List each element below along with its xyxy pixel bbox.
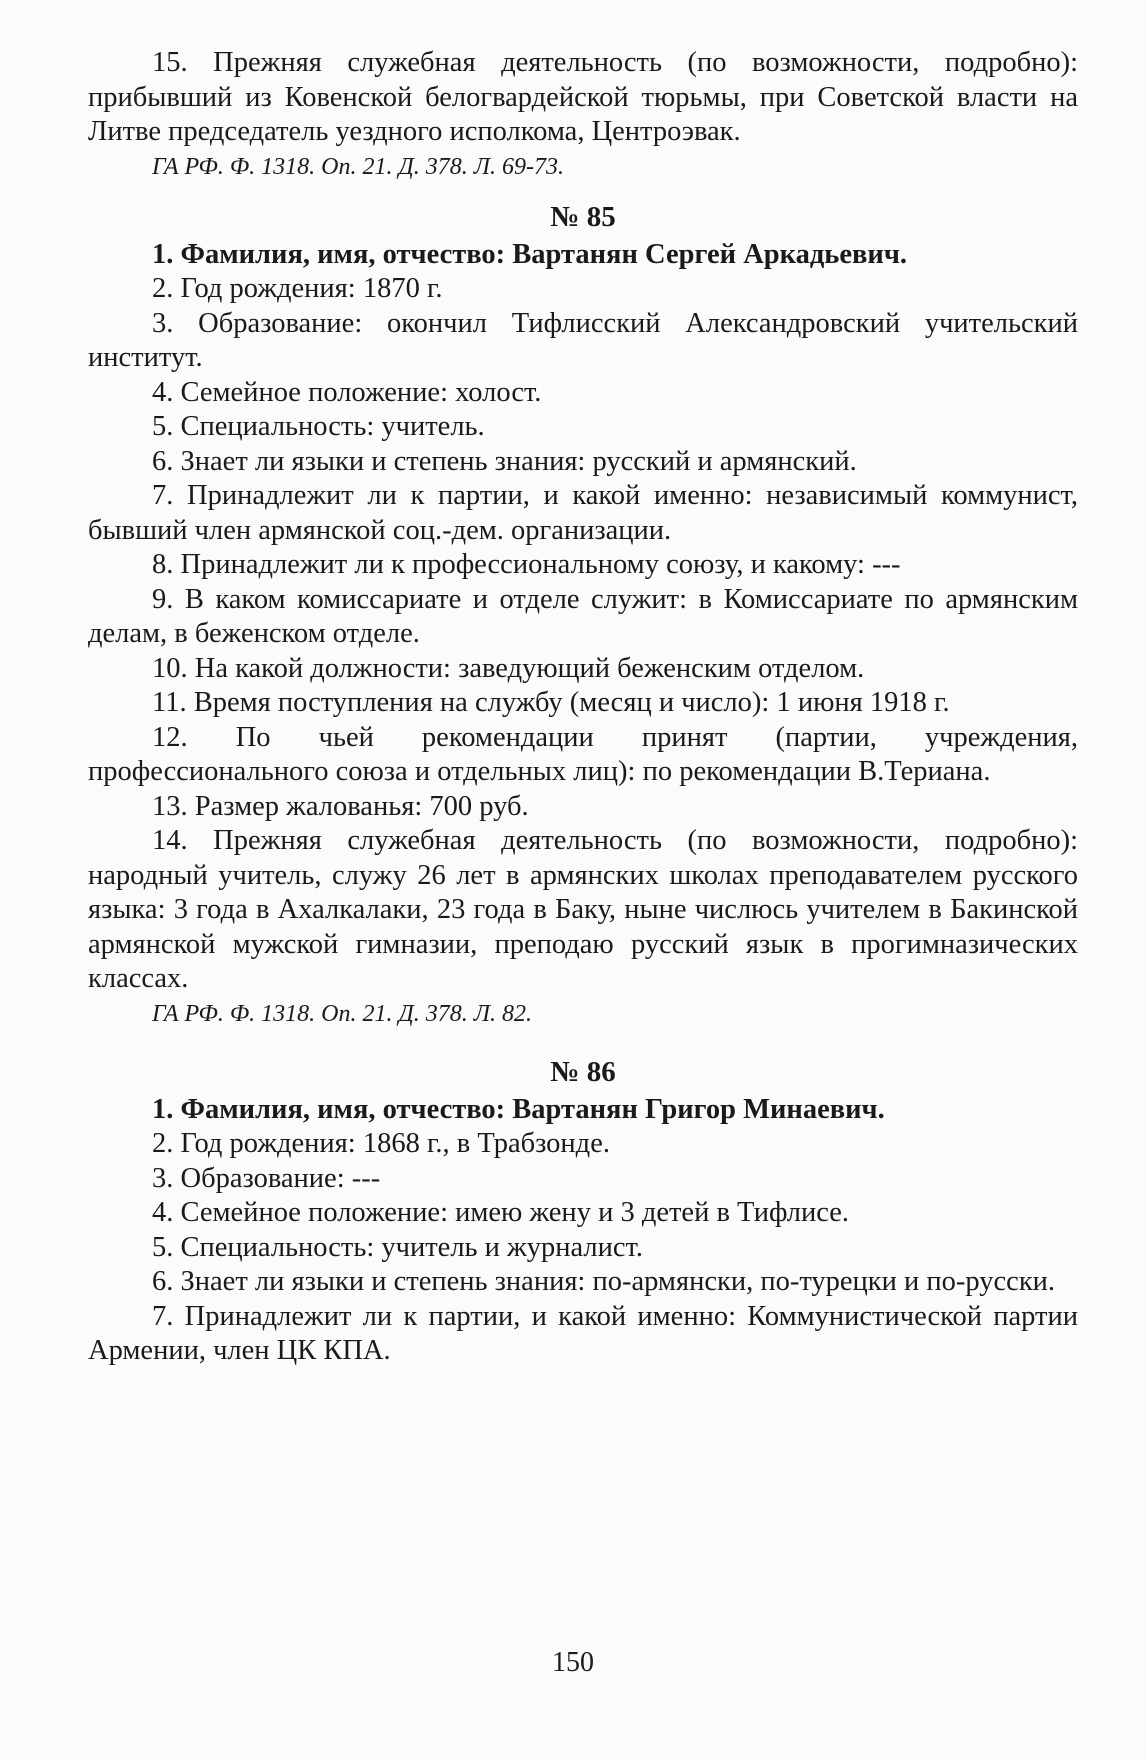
record-86-item-7: 7. Принадлежит ли к партии, и какой именно: Коммунистической партии Армении, член ЦК КПА. (88, 1300, 1078, 1366)
record-85-item-2: 2. Год рождения: 1870 г. (152, 273, 443, 304)
record-85-item-5: 5. Специальность: учитель. (152, 411, 485, 442)
record-85-item-4: 4. Семейное положение: холост. (152, 376, 542, 408)
record-85-item-10: 10. На какой должности: заведующий беженским отделом. (152, 652, 865, 684)
record-86-full-name: 1. Фамилия, имя, отчество: Вартанян Григор Минаевич. (152, 1093, 885, 1125)
record-85-number: № 85 (550, 200, 616, 233)
record-85-item-13: 13. Размер жалованья: 700 руб. (152, 790, 529, 822)
record-85-item-6: 6. Знает ли языки и степень знания: русский и армянский. (152, 445, 857, 477)
record-86-item-2: 2. Год рождения: 1868 г., в Трабзонде. (152, 1128, 610, 1159)
item-15-previous-activity: 15. Прежняя служебная деятельность (по возможности, подробно): прибывший из Ковенской белогвардейской тюрьмы, при Советской власти на Литве председатель уездного исполкома, Центроэвак. (88, 47, 1078, 147)
record-85-archive-source: ГА РФ. Ф. 1318. Оп. 21. Д. 378. Л. 82. (152, 1000, 532, 1027)
record-85-item-12: 12. По чьей рекомендации принят (партии, учреждения, профессионального союза и отдельных лиц): по рекомендации В.Териана. (88, 721, 1078, 787)
record-85-item-9: 9. В каком комиссариате и отделе служит: в Комиссариате по армянским делам, в беженском отделе. (88, 583, 1078, 649)
archive-source-reference: ГА РФ. Ф. 1318. Оп. 21. Д. 378. Л. 69-73. (152, 153, 564, 180)
record-85-item-3: 3. Образование: окончил Тифлисский Александровский учительский институт. (88, 307, 1078, 373)
record-86-item-5: 5. Специальность: учитель и журналист. (152, 1231, 643, 1263)
record-86-item-4: 4. Семейное положение: имею жену и 3 детей в Тифлисе. (152, 1197, 849, 1228)
record-86-item-3: 3. Образование: --- (152, 1162, 381, 1194)
record-86-item-6: 6. Знает ли языки и степень знания: по-армянски, по-турецки и по-русски. (152, 1266, 1056, 1297)
record-85-item-14: 14. Прежняя служебная деятельность (по возможности, подробно): народный учитель, служу 26 лет в армянских школах преподавателем русского языка: 3 года в Ахалкалаки, 23 года в Баку, ныне числюсь учителем в Бакинской армянской мужской гимназии, преподаю русский язык в прогимназических классах. (88, 825, 1078, 994)
page-content (88, 46, 1078, 1369)
record-85-item-8: 8. Принадлежит ли к профессиональному союзу, и какому: --- (152, 549, 901, 580)
record-85-item-11: 11. Время поступления на службу (месяц и число): 1 июня 1918 г. (152, 687, 950, 718)
record-85-full-name: 1. Фамилия, имя, отчество: Вартанян Сергей Аркадьевич. (152, 238, 908, 270)
page-number: 150 (552, 1647, 594, 1678)
record-86-number: № 86 (550, 1055, 616, 1088)
record-85-item-7: 7. Принадлежит ли к партии, и какой именно: независимый коммунист, бывший член армянской соц.-дем. организации. (88, 480, 1078, 546)
